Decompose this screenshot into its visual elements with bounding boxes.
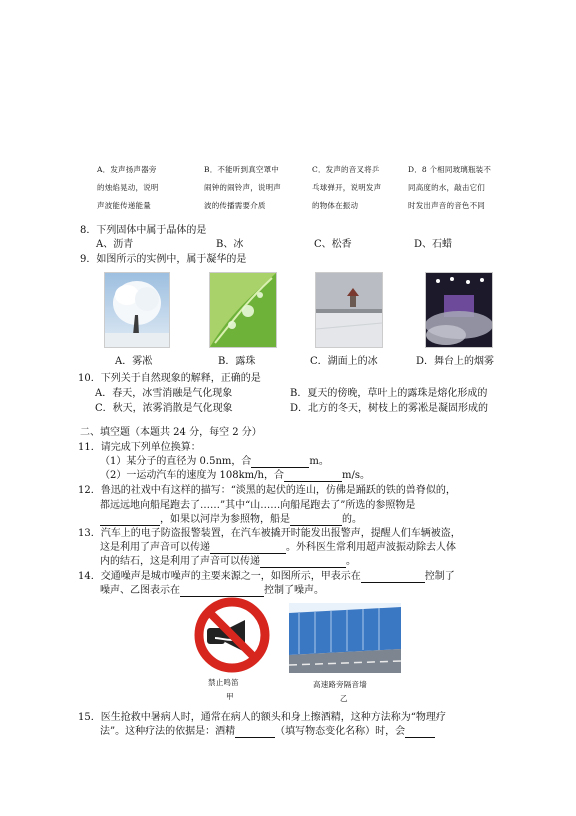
q14-line1: 14．交通噪声是城市噪声的主要来源之一，如图所示，甲表示在 控制了 [78,571,455,582]
q15-blank-2[interactable] [405,727,435,738]
q13-line3: 内的结石，这是利用了声音可以传递 。 [100,556,356,567]
q12-line2: 都远远地向船尾跑去了……”其中“山……向船尾跑去了”所选的参照物是 [100,500,416,511]
q10-option-a: A．春天，冰雪消融是气化现象 [95,388,233,399]
rime-photo [104,272,170,348]
figure-label-yi: 乙 [340,694,348,703]
q10-option-b: B．夏天的傍晚，草叶上的露珠是熔化形成的 [290,388,488,399]
q10-stem: 10．下列关于自然现象的解释，正确的是 [78,373,261,384]
q12-blank-2[interactable] [290,515,342,526]
q9-stem: 9．如图所示的实例中，属于凝华的是 [80,254,247,265]
q15-line1: 15．医生抢救中暑病人时，通常在病人的额头和身上擦酒精，这种方法称为“物理疗 [78,712,446,723]
sound-option-a: A．发声扬声器旁 的烛焰晃动，说明 声波能传递能量 [97,165,159,210]
q12-blank-1[interactable] [100,515,160,526]
q13-line1: 13．汽车上的电子防盗报警装置，在汽车被撬开时能发出报警声，提醒人们车辆被盗， [78,528,461,539]
no-honking-sign [193,596,271,674]
q11-line1: （1）某分子的直径为 0.5nm，合 m。 [100,456,329,467]
q15-blank-1[interactable] [235,727,275,738]
stage-smoke-photo [425,272,493,348]
section-heading: 二、填空题（本题共 24 分，每空 2 分） [80,427,262,438]
q14-line2: 噪声、乙图表示在 控制了噪声。 [100,585,324,596]
q13-blank-2[interactable] [260,557,346,568]
q13-blank-1[interactable] [210,543,286,554]
q9-caption-c: C．湖面上的冰 [310,356,378,367]
q14-blank-1[interactable] [361,572,425,583]
q10-option-d: D．北方的冬天，树枝上的雾凇是凝固形成的 [290,403,489,414]
dew-photo [209,272,277,348]
lake-ice-photo [315,272,383,348]
q12-line3: ，如果以河岸为参照物，船是 的。 [100,513,362,526]
q9-caption-a: A．雾凇 [115,356,153,367]
q9-caption-d: D．舞台上的烟雾 [416,356,495,367]
q11-blank-1[interactable] [251,457,309,468]
q8-option-d: D、石蜡 [414,239,453,250]
q11-blank-2[interactable] [284,471,342,482]
q8-option-a: A、沥青 [96,239,134,250]
sound-barrier-photo [289,603,401,673]
q12-line1: 12．鲁迅的社戏中有这样的描写：“淡黑的起伏的连山，仿佛是踊跃的铁的兽脊似的， [78,485,456,496]
figure-label-jia: 甲 [226,692,234,701]
sound-barrier-caption: 高速路旁隔音墙 [313,680,367,689]
q13-line2: 这是利用了声音可以传递 。外科医生常利用超声波振动除去人体 [100,542,456,553]
q11-stem: 11．请完成下列单位换算： [78,442,201,453]
sound-option-d: D．8 个相同玻璃瓶装不 同高度的水，敲击它们 时发出声音的音色不同 [408,165,492,210]
q15-line2: 法”。这种疗法的依据是：酒精 （填写物态变化名称）时，会 [100,725,435,738]
q8-option-b: B、冰 [216,239,244,250]
q9-caption-b: B．露珠 [218,356,256,367]
q8-option-c: C、松香 [314,239,352,250]
no-honking-caption: 禁止鸣笛 [208,678,239,687]
sound-option-b: B．不能听到真空罩中 闹钟的闹铃声，说明声 波的传播需要介质 [204,165,281,210]
q8-stem: 8．下列固体中属于晶体的是 [80,225,207,236]
q10-option-c: C．秋天，浓雾消散是气化现象 [95,403,233,414]
q11-line2: （2）一运动汽车的速度为 108km/h，合 m/s。 [100,470,370,481]
sound-option-c: C．发声的音叉将乒 乓球弹开，说明发声 的物体在振动 [312,165,382,210]
